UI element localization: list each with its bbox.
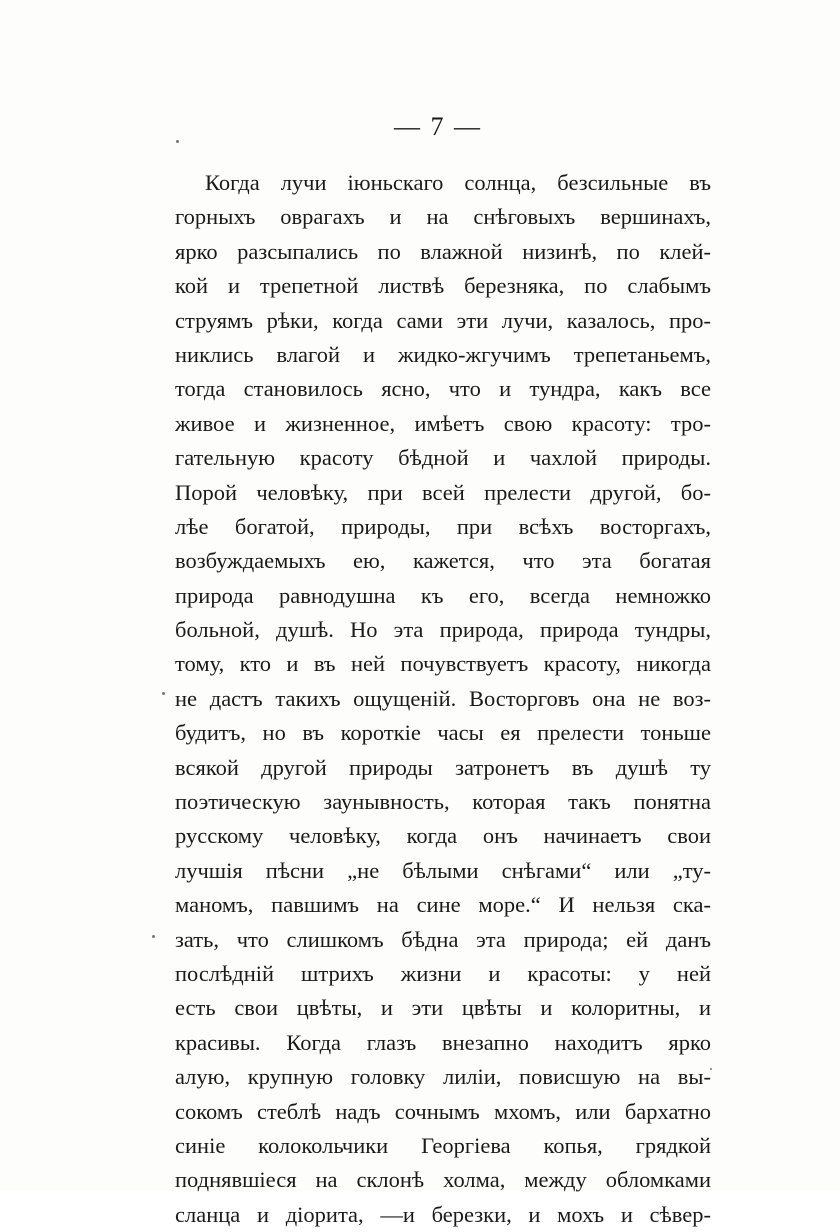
text-line: маномъ, павшимъ на сине море.“ И нельзя ска- [175, 892, 711, 918]
text-line: гательную красоту бѣдной и чахлой природы. [175, 445, 711, 471]
text-line: кой и трепетной листвѣ березняка, по слабымъ [175, 273, 711, 299]
text-line: никлись влагой и жидко-жгучимъ трепетаньемъ, [175, 341, 711, 367]
text-line: ярко разсыпались по влажной низинѣ, по клей- [175, 238, 711, 264]
text-line: алую, крупную головку лиліи, повисшую на вы- [175, 1064, 711, 1090]
body-text [175, 166, 711, 1232]
print-speck [162, 692, 165, 695]
text-line: струямъ рѣки, когда сами эти лучи, казалось, про- [175, 307, 711, 333]
text-line: лѣе богатой, природы, при всѣхъ восторгахъ, [175, 513, 711, 539]
text-line: есть свои цвѣты, и эти цвѣты и колоритны, и [175, 995, 711, 1021]
text-line: синіе колокольчики Георгіева копья, грядкой [175, 1132, 711, 1158]
print-speck [152, 935, 155, 938]
text-line: будитъ, но въ короткіе часы ея прелести тоньше [175, 720, 711, 746]
text-line: послѣдній штрихъ жизни и красоты: у ней [175, 960, 711, 986]
print-speck [176, 140, 179, 143]
text-line: русскому человѣку, когда онъ начинаетъ свои [175, 823, 711, 849]
text-line: живое и жизненное, имѣетъ свою красоту: тро- [175, 410, 711, 436]
text-line: лучшія пѣсни „не бѣлыми снѣгами“ или „ту- [175, 857, 711, 883]
text-line: поднявшіеся на склонѣ холма, между обломками [175, 1167, 711, 1193]
text-line: Порой человѣку, при всей прелести другой, бо- [175, 479, 711, 505]
text-line: зать, что слишкомъ бѣдна эта природа; ей данъ [175, 926, 711, 952]
text-line: тому, кто и въ ней почувствуетъ красоту, никогда [175, 651, 711, 677]
text-line: поэтическую заунывность, которая такъ понятна [175, 789, 711, 815]
text-line: возбуждаемыхъ ею, кажется, что эта богатая [175, 548, 711, 574]
text-line: горныхъ оврагахъ и на снѣговыхъ вершинахъ, [175, 204, 711, 230]
text-line: больной, душѣ. Но эта природа, природа тундры, [175, 617, 711, 643]
page-number: — 7 — [394, 112, 482, 141]
text-line: не дастъ такихъ ощущеній. Восторговъ она не воз- [175, 685, 711, 711]
text-line: сланца и діорита, —и березки, и мохъ и сѣвер- [175, 1201, 711, 1227]
text-line: тогда становилось ясно, что и тундра, какъ все [175, 376, 711, 402]
text-line: красивы. Когда глазъ внезапно находитъ ярко [175, 1029, 711, 1055]
text-line: сокомъ стеблѣ надъ сочнымъ мхомъ, или бархатно [175, 1098, 711, 1124]
text-line: всякой другой природы затронетъ въ душѣ ту [175, 754, 711, 780]
text-line: Когда лучи іюньскаго солнца, безсильные въ [205, 170, 711, 195]
text-line: природа равнодушна къ его, всегда немножко [175, 582, 711, 608]
